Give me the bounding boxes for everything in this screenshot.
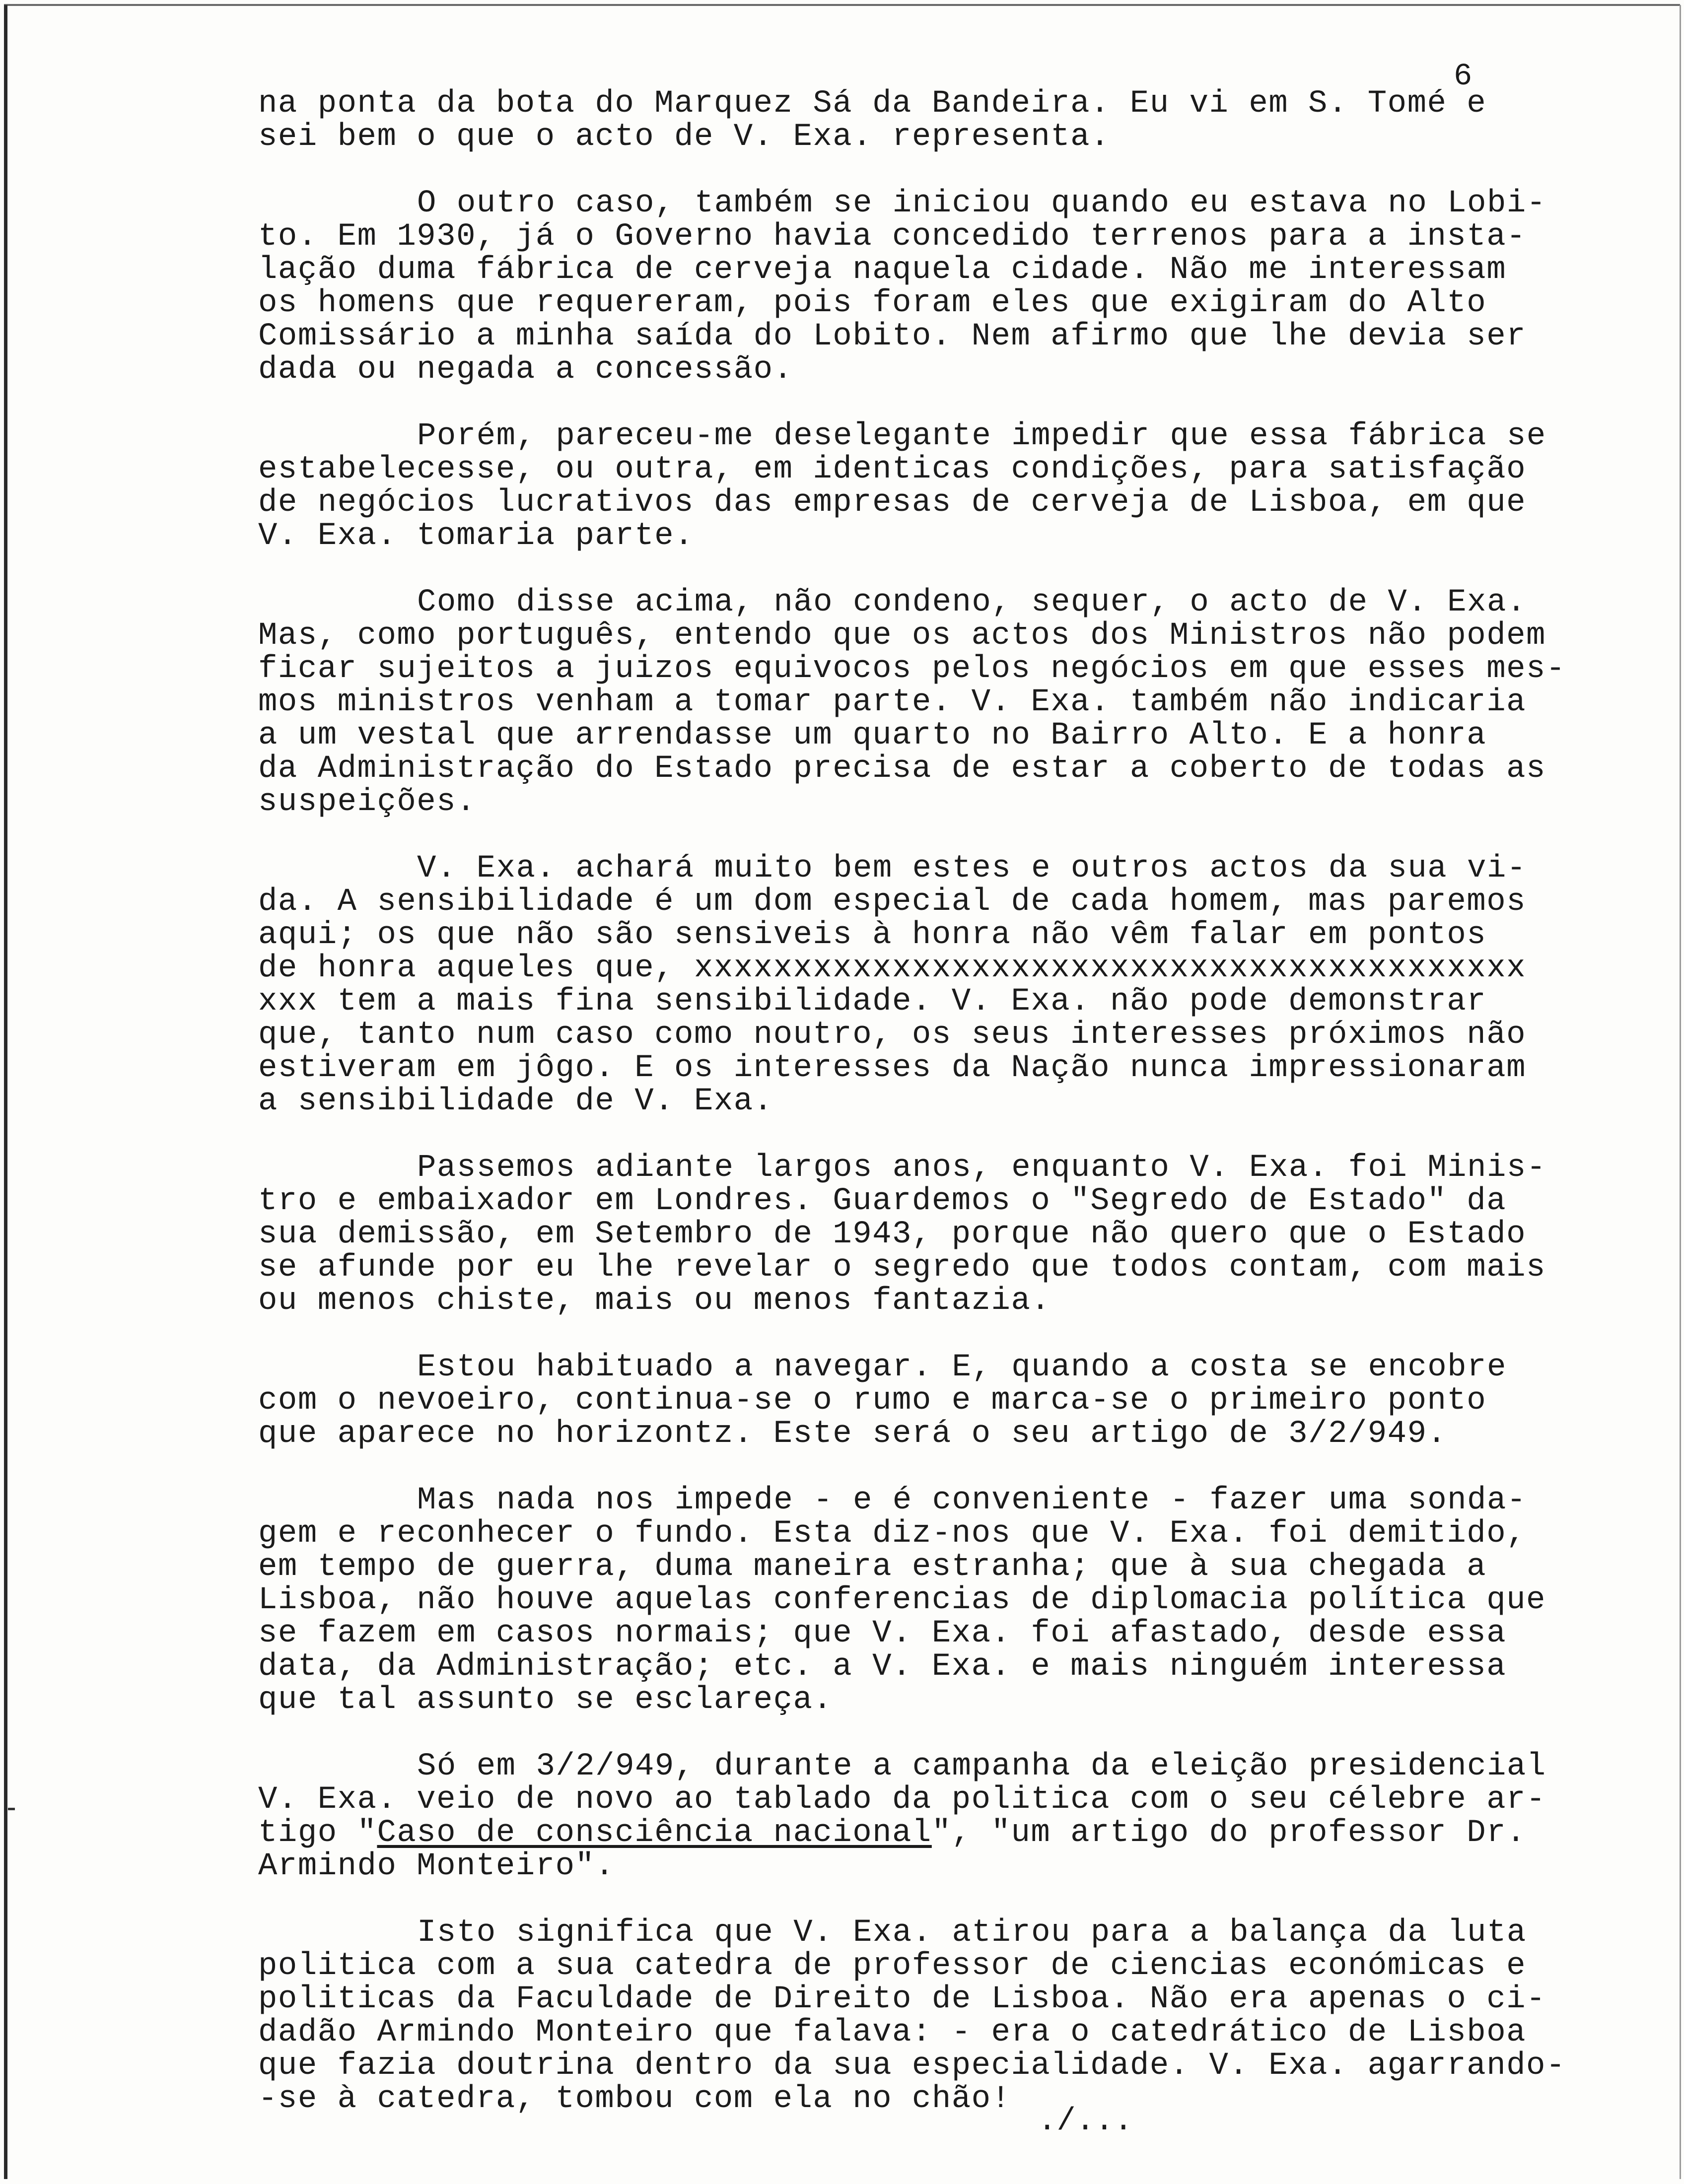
scan-edge-left <box>4 5 7 2179</box>
text-line: gem e reconhecer o fundo. Esta diz-nos que V. Exa. foi demitido, <box>258 1516 1526 1552</box>
text-line: dadão Armindo Monteiro que falava: - era o catedrático de Lisboa <box>258 2015 1526 2050</box>
paragraph <box>258 87 1599 154</box>
text-line: xxx tem a mais fina sensibilidade. V. Exa. não pode demonstrar <box>258 984 1487 1020</box>
page-number: 6 <box>1454 59 1473 94</box>
scan-edge-top <box>4 4 1680 6</box>
letter-body <box>258 87 1599 2149</box>
paragraph <box>258 852 1599 1118</box>
text-line: politicas da Faculdade de Direito de Lisboa. Não era apenas o ci- <box>258 1981 1546 2017</box>
underlined-title: Caso de consciência nacional <box>377 1815 932 1851</box>
text-line: que aparece no horizontz. Este será o seu artigo de 3/2/949. <box>258 1416 1447 1452</box>
text-line: que fazia doutrina dentro da sua especialidade. V. Exa. agarrando- <box>258 2048 1566 2084</box>
scan-edge-right <box>1680 5 1681 2179</box>
text-line: ou menos chiste, mais ou menos fantazia. <box>258 1283 1051 1319</box>
text-line: da. A sensibilidade é um dom especial de cada homem, mas paremos <box>258 884 1526 920</box>
text-line: O outro caso, também se iniciou quando eu estava no Lobi- <box>417 186 1546 221</box>
text-line: Passemos adiante largos anos, enquanto V. Exa. foi Minis- <box>417 1150 1546 1186</box>
margin-mark <box>8 1808 15 1810</box>
text-line: na ponta da bota do Marquez Sá da Bandeira. Eu vi em S. Tomé e <box>258 86 1487 122</box>
continuation-mark: ./... <box>1038 2104 1133 2139</box>
text-line: Lisboa, não houve aquelas conferencias de diplomacia política que <box>258 1582 1546 1618</box>
text-line: que tal assunto se esclareça. <box>258 1682 833 1718</box>
text-line: Mas, como português, entendo que os actos dos Ministros não podem <box>258 618 1546 654</box>
text-line: a um vestal que arrendasse um quarto no Bairro Alto. E a honra <box>258 718 1487 753</box>
text-line: -se à catedra, tombou com ela no chão! <box>258 2081 1011 2117</box>
text-line: Mas nada nos impede - e é conveniente - fazer uma sonda- <box>417 1483 1527 1518</box>
text-line: politica com a sua catedra de professor de ciencias económicas e <box>258 1948 1526 1984</box>
text-line: V. Exa. achará muito bem estes e outros actos da sua vi- <box>417 851 1527 887</box>
text-line: estiveram em jôgo. E os interesses da Nação nunca impressionaram <box>258 1050 1526 1086</box>
text-line: sua demissão, em Setembro de 1943, porque não quero que o Estado <box>258 1217 1526 1252</box>
text-line: a sensibilidade de V. Exa. <box>258 1084 773 1119</box>
text-line: Só em 3/2/949, durante a campanha da eleição presidencial <box>417 1749 1546 1784</box>
text-line: em tempo de guerra, duma maneira estranha; que à sua chegada a <box>258 1549 1487 1585</box>
text-line: Como disse acima, não condeno, sequer, o acto de V. Exa. <box>417 585 1527 620</box>
text-line: tro e embaixador em Londres. Guardemos o "Segredo de Estado" da <box>258 1183 1507 1219</box>
text-line: data, da Administração; etc. a V. Exa. e mais ninguém interessa <box>258 1649 1507 1685</box>
text-line: os homens que requereram, pois foram eles que exigiram do Alto <box>258 285 1487 321</box>
text-line: Isto significa que V. Exa. atirou para a balança da luta <box>417 1915 1527 1951</box>
text-line: estabelecesse, ou outra, em identicas condições, para satisfação <box>258 452 1526 487</box>
text-line: com o nevoeiro, continua-se o rumo e marca-se o primeiro ponto <box>258 1383 1487 1419</box>
text-line: sei bem o que o acto de V. Exa. representa. <box>258 119 1110 155</box>
paragraph <box>258 1750 1599 1883</box>
paragraph <box>258 1916 1599 2116</box>
text-line <box>258 1817 1599 1850</box>
text-line: lação duma fábrica de cerveja naquela cidade. Não me interessam <box>258 252 1507 288</box>
text-line: dada ou negada a concessão. <box>258 352 793 388</box>
text-line: Armindo Monteiro". <box>258 1848 615 1884</box>
text-line: ficar sujeitos a juizos equivocos pelos negócios em que esses mes- <box>258 651 1566 687</box>
text-line: mos ministros venham a tomar parte. V. Exa. também não indicaria <box>258 684 1526 720</box>
text-line: Estou habituado a navegar. E, quando a costa se encobre <box>417 1350 1507 1385</box>
text-line: V. Exa. tomaria parte. <box>258 518 694 554</box>
text-line: suspeições. <box>258 784 476 820</box>
paragraph <box>258 187 1599 387</box>
paragraph <box>258 586 1599 819</box>
paragraph <box>258 1351 1599 1451</box>
text-line: da Administração do Estado precisa de estar a coberto de todas as <box>258 751 1546 787</box>
text-line: se fazem em casos normais; que V. Exa. foi afastado, desde essa <box>258 1616 1507 1651</box>
paragraph <box>258 420 1599 553</box>
text-line: que, tanto num caso como noutro, os seus interesses próximos não <box>258 1017 1526 1053</box>
text-line: Comissário a minha saída do Lobito. Nem afirmo que lhe devia ser <box>258 319 1526 354</box>
paragraph <box>258 1484 1599 1717</box>
text-line: aqui; os que não são sensiveis à honra não vêm falar em pontos <box>258 917 1487 953</box>
text-line: se afunde por eu lhe revelar o segredo que todos contam, com mais <box>258 1250 1546 1286</box>
text-line: de negócios lucrativos das empresas de cerveja de Lisboa, em que <box>258 485 1526 521</box>
text-line: to. Em 1930, já o Governo havia concedido terrenos para a insta- <box>258 219 1526 255</box>
text-line: Porém, pareceu-me deselegante impedir que essa fábrica se <box>417 418 1546 454</box>
paragraph <box>258 1152 1599 1318</box>
text-line: de honra aqueles que, xxxxxxxxxxxxxxxxxxxxxxxxxxxxxxxxxxxxxxxxxx <box>258 951 1526 986</box>
text-segment: tigo " <box>258 1815 377 1851</box>
text-segment: ", "um artigo do professor Dr. <box>931 1815 1526 1851</box>
text-line: V. Exa. veio de novo ao tablado da politica com o seu célebre ar- <box>258 1782 1546 1818</box>
